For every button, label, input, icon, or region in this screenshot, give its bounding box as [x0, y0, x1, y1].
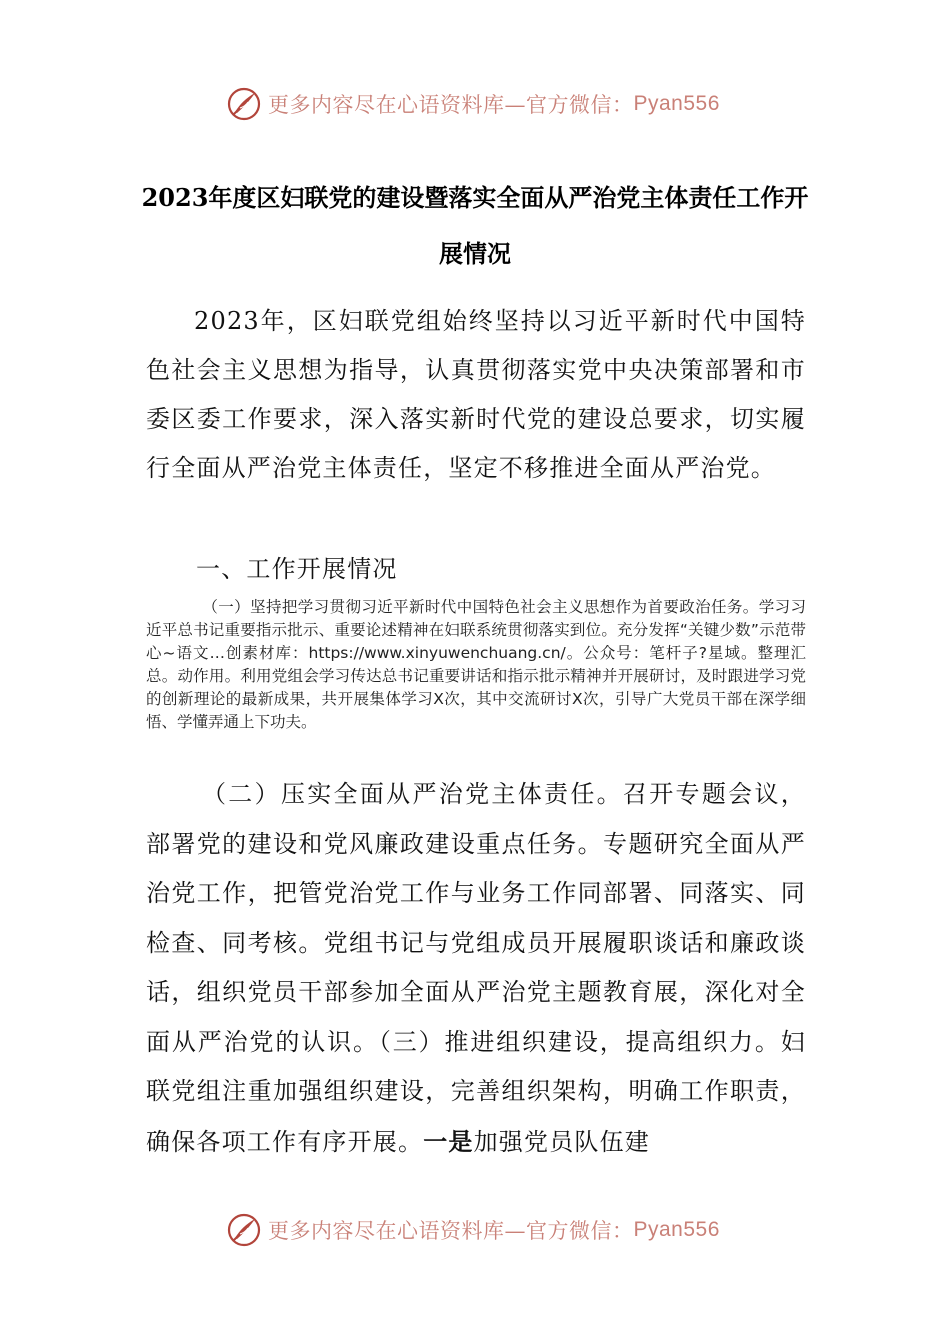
item-1-text: （一）坚持把学习贯彻习近平新时代中国特色社会主义思想作为首要政治任务。学习习近平总书记重要指示批示、重要论述精神在妇联系统贯彻落实到位。充分发挥“关键少数”示范带心~语文…创素材库：https://www.xinyuwenchuang.cn/。公众号：笔杆子?星域。整理汇总。动作用。利用党组会学习传达总书记重要讲话和指示批示精神并开展研讨，及时跟进学习党的创新理论的最新成果，共开展集体学习X次，其中交流研讨X次，引导广大党员干部在深学细悟、学懂弄通上下功夫。: [146, 598, 806, 731]
watermark-banner-bottom: [226, 1210, 720, 1250]
watermark-contact: Pyan556: [633, 92, 720, 115]
item-2-bold-marker: 一是: [423, 1126, 474, 1156]
item-2-paragraph: [146, 770, 806, 1167]
item-2-text: （二）压实全面从严治党主体责任。召开专题会议，部署党的建设和党风廉政建设重点任务。专题研究全面从严治党工作，把管党治党工作与业务工作同部署、同落实、同检查、同考核。党组书记与党组成员开展履职谈话和廉政谈话，组织党员干部参加全面从严治党主题教育展，深化对全面从严治党的认识。（三）推进组织建设，提高组织力。妇联党组注重加强组织建设，完善组织架构，明确工作职责，确保各项工作有序开展。: [146, 780, 806, 1156]
watermark-text: 更多内容尽在心语资料库—官方微信：: [268, 93, 634, 117]
watermark-banner-top: [226, 84, 720, 124]
watermark-contact: Pyan556: [633, 1218, 720, 1241]
intro-paragraph: 2023年，区妇联党组始终坚持以习近平新时代中国特色社会主义思想为指导，认真贯彻落实党中央决策部署和市委区委工作要求，深入落实新时代党的建设总要求，切实履行全面从严治党主体责任，坚定不移推进全面从严治党。: [146, 307, 806, 482]
quill-logo-icon: [226, 86, 262, 122]
document-title: 2023年度区妇联党的建设暨落实全面从严治党主体责任工作开展情况: [141, 183, 809, 268]
item-2-tail: 加强党员队伍建: [473, 1127, 651, 1156]
section-heading: 一、工作开展情况: [196, 555, 398, 583]
quill-logo-icon: [226, 1212, 262, 1248]
item-1-paragraph: [146, 596, 806, 734]
watermark-text: 更多内容尽在心语资料库—官方微信：: [268, 1219, 634, 1243]
